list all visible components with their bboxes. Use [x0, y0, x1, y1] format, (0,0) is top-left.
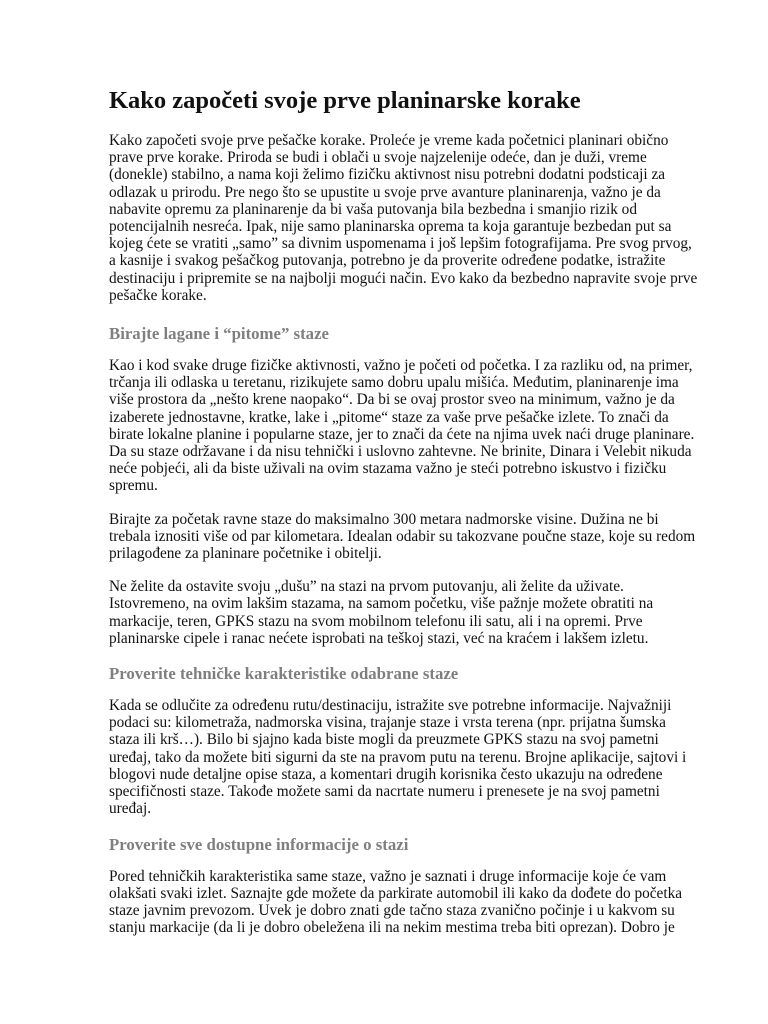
section-heading-trail-information: Proverite sve dostupne informacije o stazi [109, 834, 409, 854]
document-title: Kako započeti svoje prve planinarske korake [109, 87, 581, 114]
paragraph: Ne želite da ostavite svoju „dušu” na stazi na prvom putovanju, ali želite da uživate. Istovremeno, na ovim lakšim stazama, na samom početku, više pažnje možete obratiti na markacije, teren, GPKS stazu na svom mobilnom telefonu ili satu, ali i na opremi. Prve planinarske cipele i ranac nećete isprobati na teškoj stazi, već na kraćem i lakšem izletu. [109, 578, 654, 647]
paragraph: Birajte za početak ravne staze do maksimalno 300 metara nadmorske visine. Dužina ne bi trebala iznositi više od par kilometara. Idealan odabir su takozvane poučne staze, koje su redom prilagođene za planinare početnike i obitelji. [109, 510, 696, 563]
section-heading-easy-trails: Birajte lagane i “pitome” staze [109, 324, 329, 344]
paragraph: Pored tehničkih karakteristika same staze, važno je saznati i druge informacije koje će vam olakšati svaki izlet. Saznajte gde možete da parkirate automobil ili kako da dođete do početka staze javnim prevozom. Uvek je dobro znati gde tačno staza zvanično počinje i u kakvom su stanju markacije (da li je dobro obeležena ili na nekim mestima treba biti oprezan). Dobro je [109, 867, 683, 937]
intro-paragraph: Kako započeti svoje prve pešačke korake. Proleće je vreme kada početnici planinari obično prave prve korake. Priroda se budi i oblači u svoje najzelenije odeće, dan je duži, vreme (donekle) stabilno, a nama koji želimo fizičku aktivnost nisu potrebni dodatni podsticaji za odlazak u prirodu. Pre nego što se upustite u svoje prve avanture planinarenja, važno je da nabavite opremu za planinarenje da bi vaša putovanja bila bezbedna i smanjio rizik od potencijalnih nesreća. Ipak, nije samo planinarska oprema ta koja garantuje bezbedan put sa kojeg ćete se vratiti „samo” sa divnim uspomenama i još lepšim fotografijama. Pre svog prvog, a kasnije i svakog pešačkog putovanja, potrebno je da proverite određene podatke, istražite destinaciju i pripremite se na najbolji mogući način. Evo kako da bezbedno napravite svoje prve pešačke korake. [109, 132, 698, 304]
paragraph: Kada se odlučite za određenu rutu/destinaciju, istražite sve potrebne informacije. Najvažniji podaci su: kilometraža, nadmorska visina, trajanje staze i vrsta terena (npr. prijatna šumska staza ili krš…). Bilo bi sjajno kada biste mogli da preuzmete GPKS stazu na svoj pametni uređaj, tako da možete biti sigurni da ste na pravom putu na terenu. Brojne aplikacije, sajtovi i blogovi nude detaljne opise staza, a komentari drugih korisnika često ukazuju na određene specifičnosti staze. Takođe možete sami da nacrtate numeru i prenesete je na svoj pametni uređaj. [109, 697, 687, 818]
section-heading-technical-characteristics: Proverite tehničke karakteristike odabrane staze [109, 664, 459, 684]
paragraph: Kao i kod svake druge fizičke aktivnosti, važno je početi od početka. I za razliku od, na primer, trčanja ili odlaska u teretanu, rizikujete samo dobru upalu mišića. Međutim, planinarenje ima više prostora da „nešto krene naopako“. Da bi se ovaj prostor sveo na minimum, važno je da izaberete jednostavne, kratke, lake i „pitome“ staze za vaše prve pešačke izlete. To znači da birate lokalne planine i popularne staze, jer to znači da ćete na njima uvek naći druge planinare. Da su staze održavane i da nisu tehnički i uslovno zahtevne. Ne brinite, Dinara i Velebit nikuda neće pobjeći, ali da biste uživali na ovim stazama važno je steći potrebno iskustvo i fizičku spremu. [109, 357, 695, 495]
document-page [109, 86, 699, 952]
